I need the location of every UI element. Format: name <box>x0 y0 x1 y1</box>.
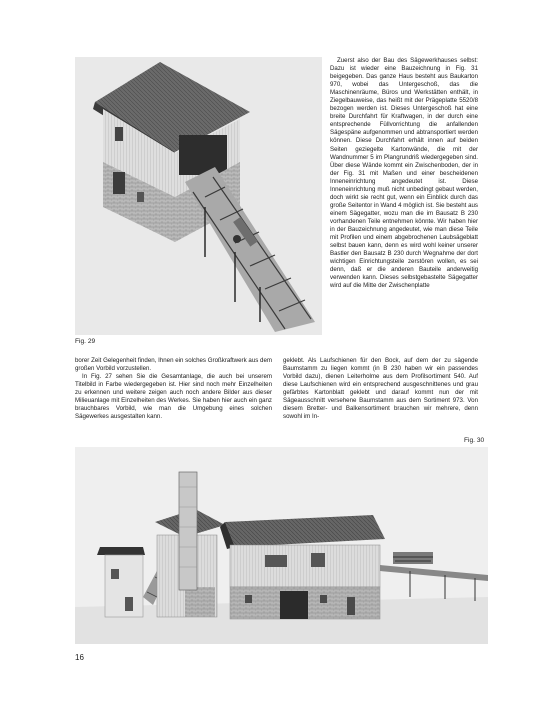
left-continuation-text <box>75 357 272 421</box>
left-paragraph-2: In Fig. 27 sehen Sie die Gesamtanlage, die auch bei unserem Titelbild in Farbe wiedergegeben ist. Hier sind noch mehr Einzelheiten zu erkennen und weitere zeigen auch noch andere Bilder aus dieser Milieuanlage mit Einzelheiten des Werkes. Sie haben hier auch ein ganz brauchbares Vorbild, wie man die Umgebung eines solchen Sägewerkes ausgestalten kann. <box>75 373 272 421</box>
right-continuation-paragraph: geklebt. Als Laufschienen für den Bock, auf dem der zu sägende Baumstamm zu liegen kommt (in B 230 haben wir ein passendes Vorbild dazu), dienen Leiterholme aus dem Profilsortiment 540. Auf diese Laufschienen wird ein entsprechend ausgeschnittenes und grau gefärbtes Kartonblatt geklebt und darauf kommt nun der mit Sägeausschnitt versehene Baumstamm aus dem Sortiment 973. Von diesem Bretter- und Balkensortiment brauchen wir mehrere, denn sowohl im In- <box>283 357 478 421</box>
figure-29-caption: Fig. 29 <box>75 338 96 345</box>
figure-30-caption: Fig. 30 <box>464 437 485 444</box>
right-column-paragraph: Zuerst also der Bau des Sägewerkhauses selbst: Dazu ist wieder eine Bauzeichnung in Fig. 31 beigegeben. Das ganze Haus besteht aus Baukarton 970, wobei das Untergeschoß, das die Maschinenräume, Büros und Werkstätten enthält, in Ziegelbauweise, das heißt mit der Prägeplatte 5520/8 bezogen werden ist. Dieses Untergeschoß hat eine breite Durchfahrt für Kraftwagen, in der durch eine entsprechende Füllvorrichtung die anfallenden Sägespäne aufgenommen und abtransportiert werden können. Diese Durchfahrt erhält innen auf beiden Seiten geziegelte Kartonwände, die mit der Wandnummer 5 im Plangrundriß wiedergegeben sind. Über diese Wände kommt ein Zwischenboden, der in der Fig. 31 mit Maßen und einer bescheidenen Inneneinrichtung angedeutet ist. Diese Inneneinrichtung muß nicht unbedingt gebaut werden, doch wirkt sie recht gut, wenn ein Einblick durch das große Seitentor in Wand 4 möglich ist. Sie besteht aus einem Sägegatter, wozu man die im Bausatz B 230 vorhandenen Teile entnehmen könnte. Wir haben hier in der Bauzeichnung angedeutet, wie man diese Teile mit Profilen und einem abgebrochenen Laubsägeblatt selbst bauen kann, denn es wird wohl keiner unserer Bastler den Bausatz B 230 durch Wegnahme der dort wichtigen Einrichtungsteile zerstören wollen, es sei denn, daß er die anderen Bauteile anderweitig verwenden kann. Dieses selbstgebastelte Sägegatter wird auf die Mitte der Zwischenplatte <box>330 57 478 290</box>
left-paragraph-1: borer Zeit Gelegenheit finden, Ihnen ein solches Großkraftwerk aus dem großen Vorbild vorzustellen. <box>75 357 272 373</box>
sawmill-complex-model-illustration <box>75 447 488 644</box>
figure-30-photo <box>75 447 488 644</box>
sawmill-house-model-illustration <box>75 57 322 335</box>
figure-29-photo <box>75 57 322 335</box>
right-column-text <box>330 57 478 290</box>
right-continuation-text <box>283 357 478 421</box>
page-number: 16 <box>75 653 84 662</box>
